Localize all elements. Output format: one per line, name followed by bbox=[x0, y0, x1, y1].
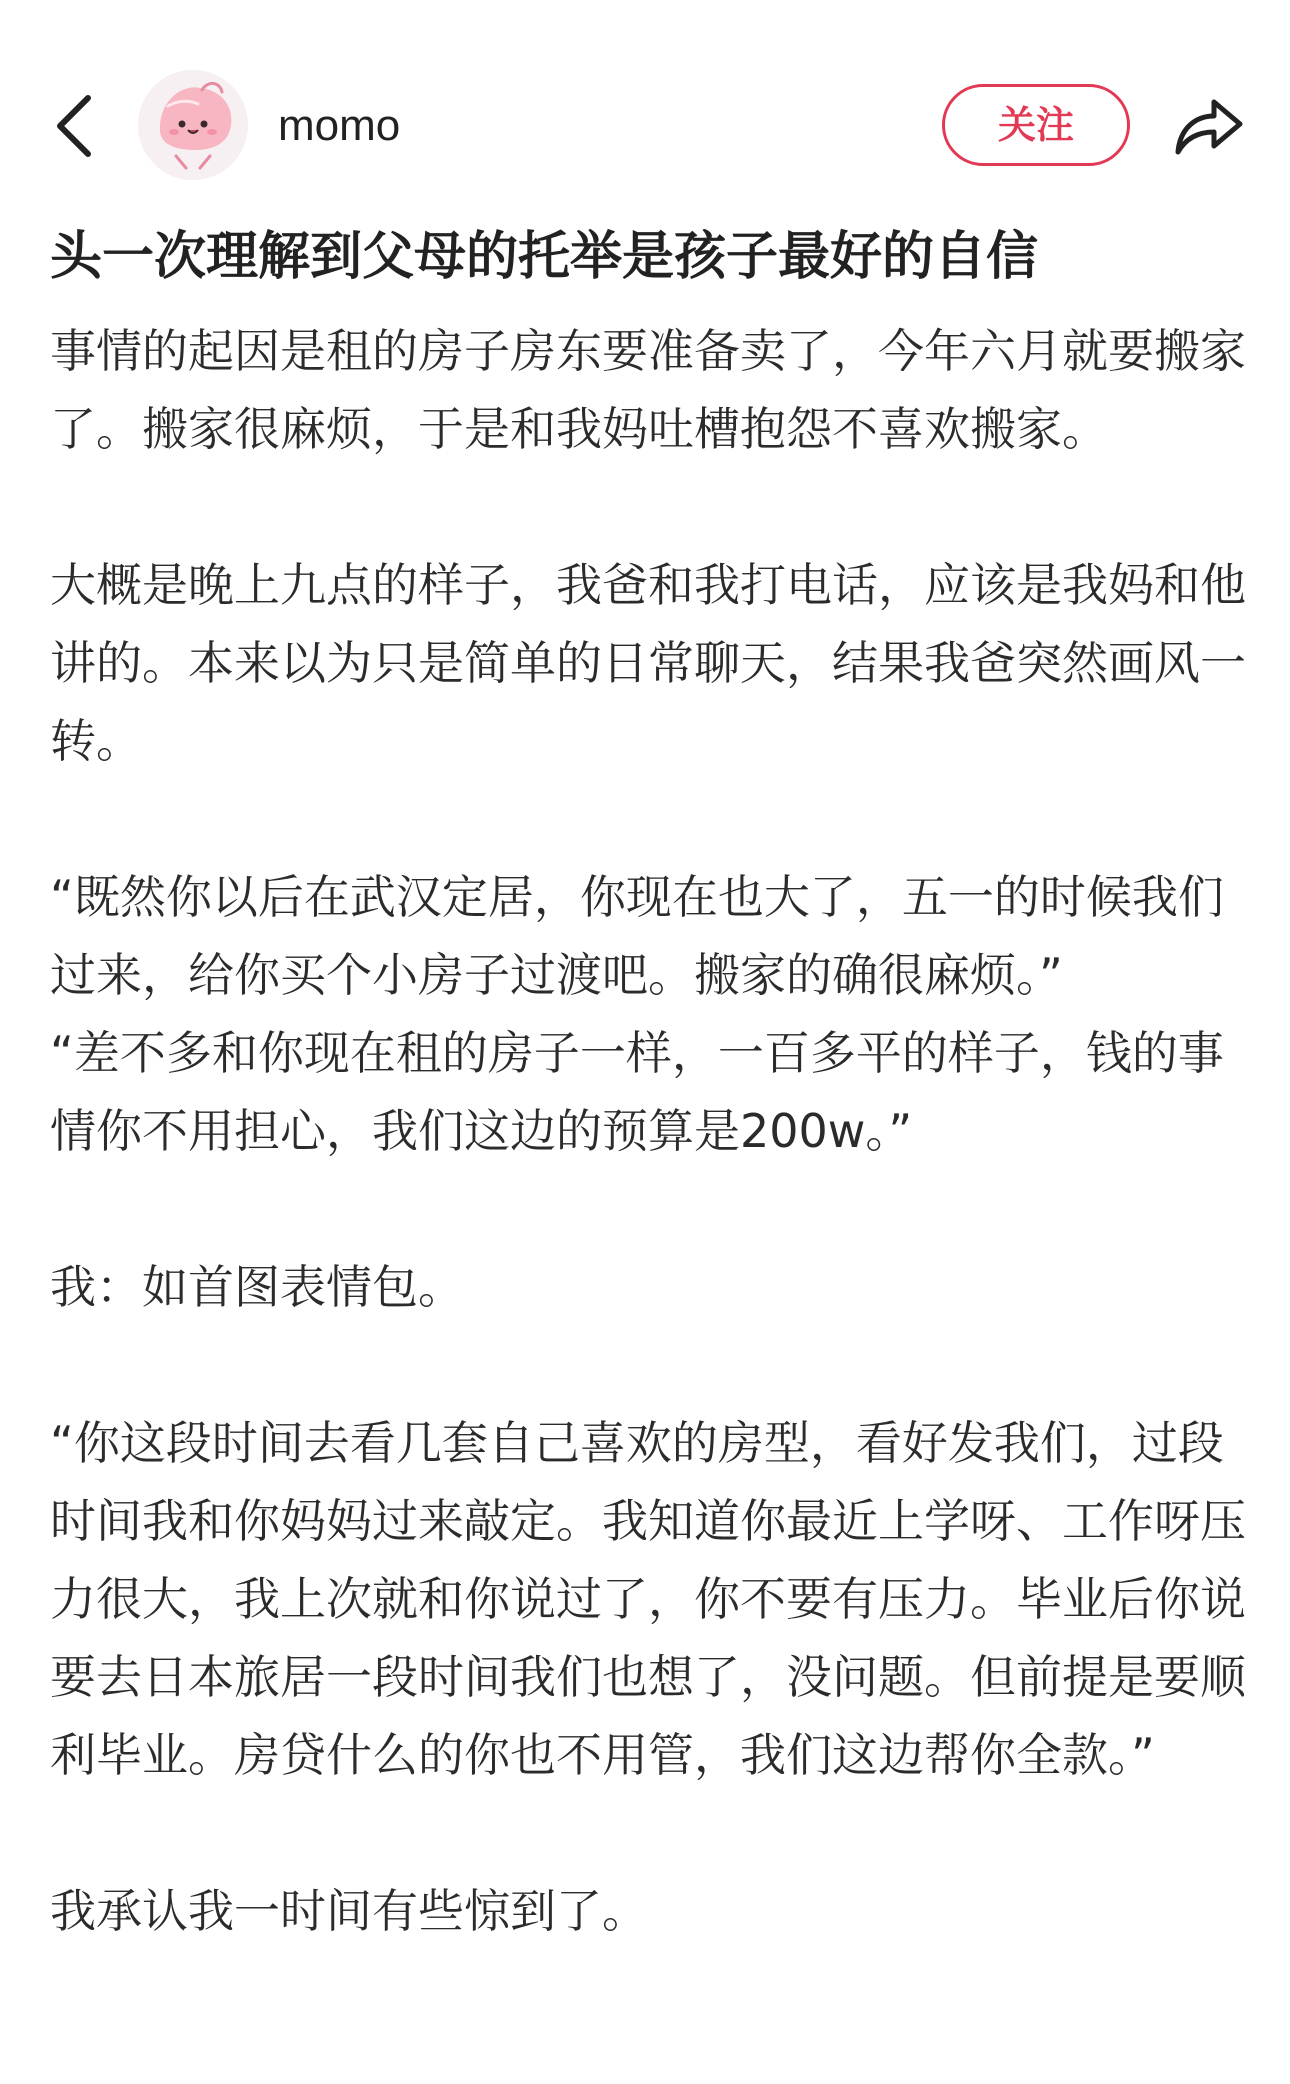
avatar[interactable] bbox=[138, 70, 248, 180]
paragraph-2: 大概是晚上九点的样子，我爸和我打电话，应该是我妈和他讲的。本来以为只是简单的日常聊天，结果我爸突然画风一转。 bbox=[50, 558, 1246, 768]
username[interactable]: momo bbox=[278, 101, 401, 150]
paragraph-6: “你这段时间去看几套自己喜欢的房型，看好发我们，过段时间我和你妈妈过来敲定。我知道你最近上学呀、工作呀压力很大，我上次就和你说过了，你不要有压力。毕业后你说要去日本旅居一段时间我们也想了，没问题。但前提是要顺利毕业。房贷什么的你也不用管，我们这边帮你全款。” bbox=[50, 1416, 1246, 1782]
post-body bbox=[50, 312, 1250, 1950]
cute-pink-character-avatar-icon bbox=[138, 70, 248, 180]
chevron-left-icon bbox=[48, 86, 104, 166]
paragraph-4: “差不多和你现在租的房子一样，一百多平的样子，钱的事情你不用担心，我们这边的预算是200w。” bbox=[50, 1026, 1224, 1158]
paragraph-3: “既然你以后在武汉定居，你现在也大了，五一的时候我们过来，给你买个小房子过渡吧。搬家的确很麻烦。” bbox=[50, 870, 1224, 1002]
paragraph-5: 我：如首图表情包。 bbox=[50, 1260, 464, 1314]
share-button[interactable] bbox=[1170, 88, 1246, 164]
back-button[interactable] bbox=[48, 86, 104, 166]
post-title: 头一次理解到父母的托举是孩子最好的自信 bbox=[50, 227, 1039, 287]
paragraph-7: 我承认我一时间有些惊到了。 bbox=[50, 1884, 648, 1938]
paragraph-1: 事情的起因是租的房子房东要准备卖了，今年六月就要搬家了。搬家很麻烦，于是和我妈吐槽抱怨不喜欢搬家。 bbox=[50, 324, 1246, 456]
post-header bbox=[0, 0, 1290, 200]
share-arrow-icon bbox=[1170, 88, 1246, 164]
follow-button[interactable]: 关注 bbox=[942, 84, 1130, 166]
